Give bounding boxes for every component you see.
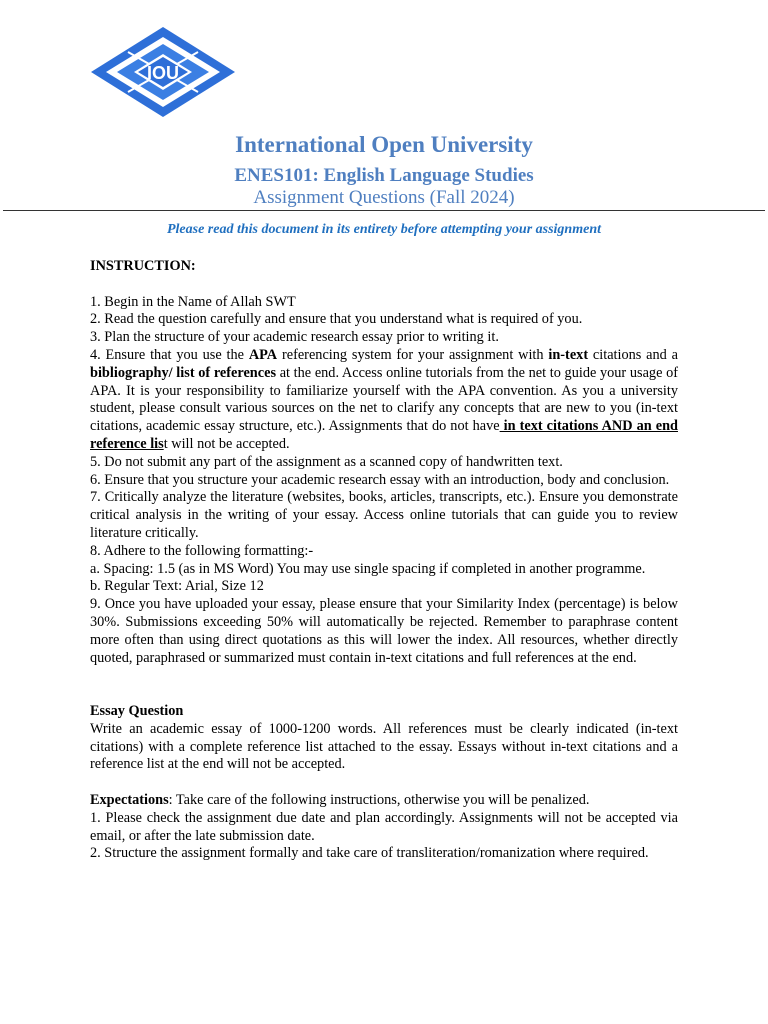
instruction-subitem: b. Regular Text: Arial, Size 12 xyxy=(90,578,264,595)
logo-text: IOU xyxy=(146,63,180,83)
essay-text: Write an academic essay of 1000-1200 words. All references must be clearly indicated (in-text citations) with a complete reference list attached to the essay. Essays without in-text citations and a reference list at the end will not be accepted. xyxy=(90,720,678,773)
essay-heading: Essay Question xyxy=(90,702,184,719)
instruction-item: 7. Critically analyze the literature (websites, books, articles, transcripts, etc.). Ensure you demonstrate critical analysis in the writing of your essay. Access online tutorials that can guide you to review literature critically. xyxy=(90,489,678,541)
expectation-item: 1. Please check the assignment due date and plan accordingly. Assignments will not be accepted via email, or after the late submission date. xyxy=(90,809,678,844)
instruction-heading: INSTRUCTION: xyxy=(90,258,196,274)
instruction-item: 8. Adhere to the following formatting:- xyxy=(90,542,314,559)
university-logo xyxy=(88,24,238,120)
read-note: Please read this document in its entirety before attempting your assignment xyxy=(166,222,601,237)
instruction-item: 9. Once you have uploaded your essay, please ensure that your Similarity Index (percentage) is below 30%. Submissions exceeding 50% will automatically be rejected. Remember to paraphrase content more often than using direct quotations as this will lower the index. All resources, whether directly quoted, paraphrased or summarized must contain in-text citations and full references at the end. xyxy=(90,596,678,666)
instruction-item: 5. Do not submit any part of the assignment as a scanned copy of handwritten text. xyxy=(90,453,563,470)
instruction-subitem: a. Spacing: 1.5 (as in MS Word) You may use single spacing if completed in another programme. xyxy=(90,560,646,577)
header-divider xyxy=(3,210,765,211)
university-name: International Open University xyxy=(235,132,533,157)
instruction-item: 4. Ensure that you use the APA referencing system for your assignment with in-text citations and a bibliography/ list of references at the end. Access online tutorials from the net to guide your usage of APA. It is your responsibility to familiarize yourself with the APA convention. As you a university student, please consult various sources on the net to clarify any concepts that are new to you (in-text citations, academic essay structure, etc.). Assignments that do not have in text citations AND an end reference list will not be accepted. xyxy=(90,346,678,452)
instruction-item: 1. Begin in the Name of Allah SWT xyxy=(90,293,296,310)
instruction-item: 2. Read the question carefully and ensure that you understand what is required of you. xyxy=(90,311,583,328)
course-title: ENES101: English Language Studies xyxy=(234,165,534,186)
expectations-intro: Expectations: Take care of the following instructions, otherwise you will be penalized. xyxy=(90,791,590,808)
document-body xyxy=(90,258,678,863)
instruction-item: 3. Plan the structure of your academic research essay prior to writing it. xyxy=(90,329,499,346)
assignment-title: Assignment Questions (Fall 2024) xyxy=(253,187,515,208)
instruction-item: 6. Ensure that you structure your academic research essay with an introduction, body and conclusion. xyxy=(90,471,670,488)
expectation-item: 2. Structure the assignment formally and take care of transliteration/romanization where required. xyxy=(90,845,649,862)
